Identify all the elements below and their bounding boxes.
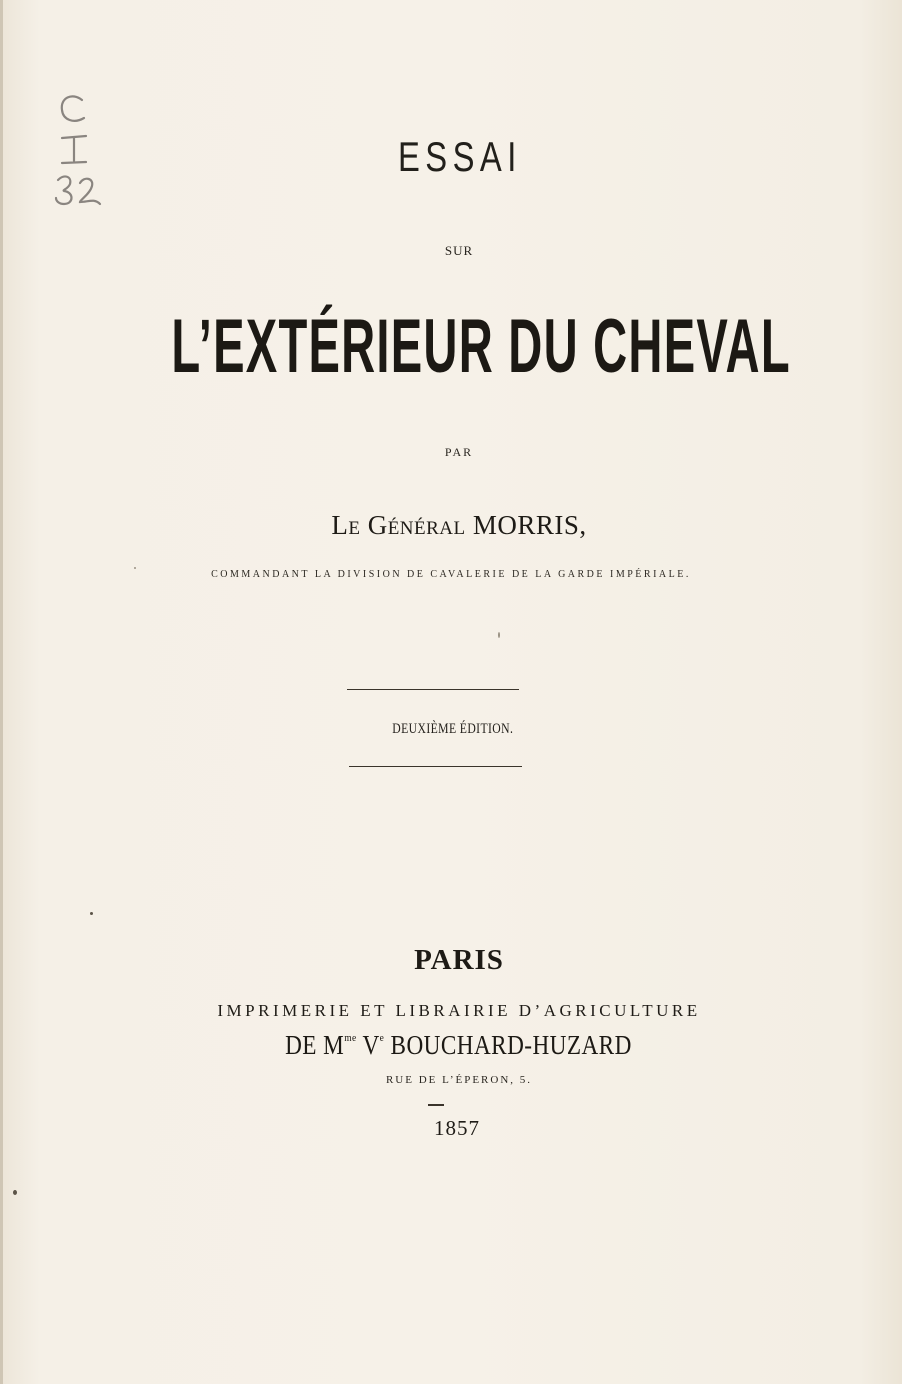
divider-rule (349, 766, 522, 767)
title-top: ESSAI (397, 133, 522, 180)
paper-speck (134, 567, 136, 569)
page-edge (0, 0, 3, 1384)
publisher-superscript-e: e (379, 1032, 385, 1044)
main-title: L’EXTÉRIEUR DU CHEVAL (171, 304, 791, 389)
publisher-address: RUE DE L’ÉPERON, 5. (385, 1074, 533, 1086)
paper-speck (498, 632, 500, 638)
author-prefix: Le Général (331, 510, 466, 540)
publisher-name: BOUCHARD-HUZARD (384, 1030, 632, 1060)
author-suffix: , (579, 510, 587, 540)
divider-rule (347, 689, 519, 690)
author-name: MORRIS (472, 510, 580, 540)
publisher-prefix: DE M (285, 1030, 345, 1060)
author (0, 510, 902, 541)
publisher-v: V (356, 1030, 380, 1060)
by-line: PAR (444, 445, 474, 459)
publication-year: 1857 (434, 1116, 480, 1140)
printer-line: IMPRIMERIE ET LIBRAIRIE D’AGRICULTURE (217, 1001, 701, 1020)
publisher-superscript-me: me (344, 1032, 357, 1044)
edition: DEUXIÈME ÉDITION. (392, 721, 514, 737)
short-rule (428, 1104, 444, 1106)
paper-speck (90, 912, 93, 915)
author-rank: COMMANDANT LA DIVISION DE CAVALERIE DE LA GARDE IMPÉRIALE. (211, 569, 691, 580)
paper-speck (13, 1190, 17, 1195)
publisher-line (64, 1030, 847, 1061)
title-connector: SUR (444, 243, 474, 258)
imprint-city: PARIS (414, 944, 504, 976)
